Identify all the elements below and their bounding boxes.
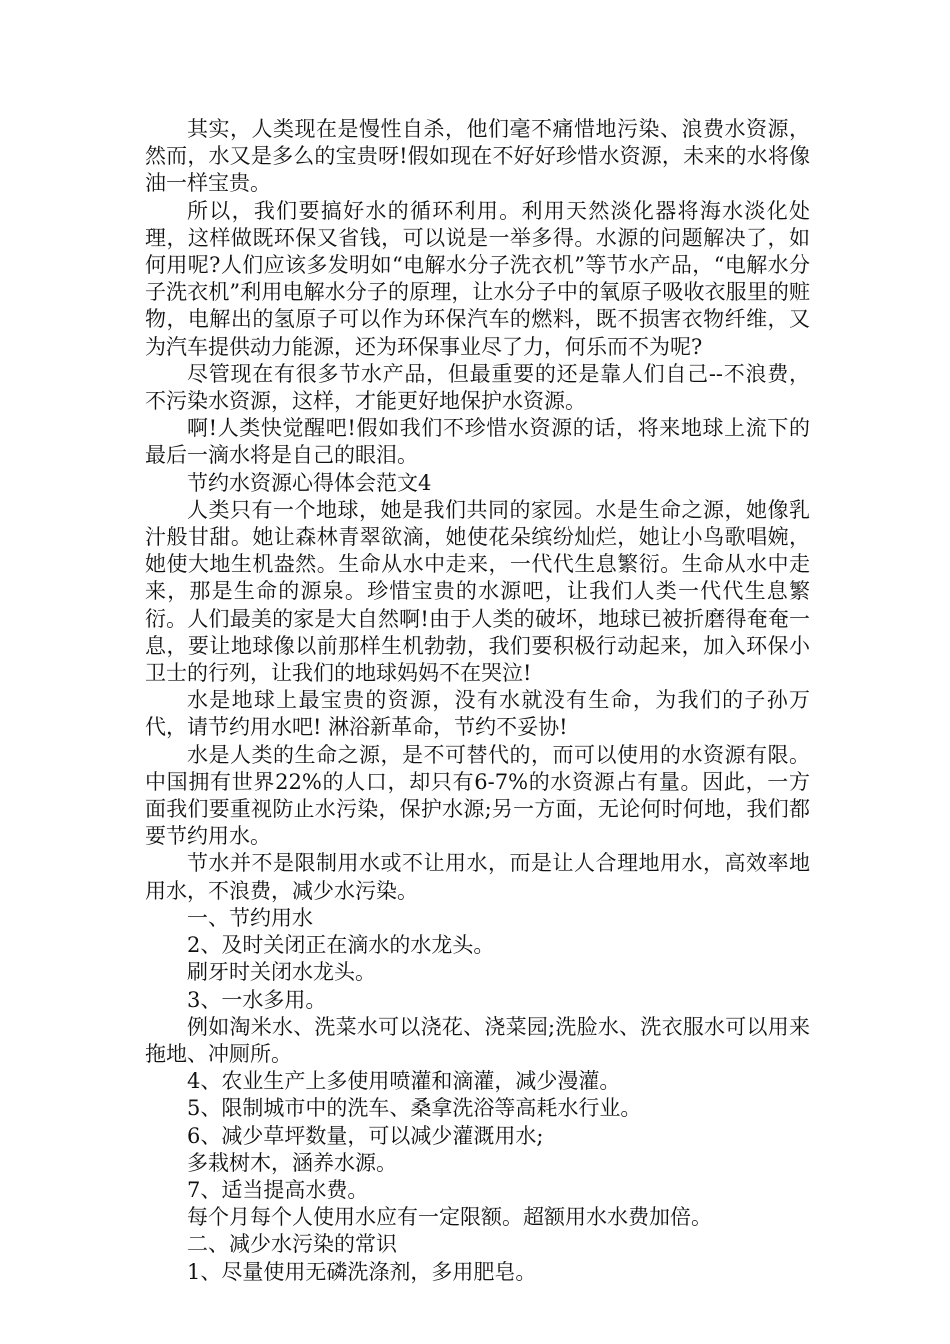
paragraph: 啊!人类快觉醒吧!假如我们不珍惜水资源的话，将来地球上流下的最后一滴水将是自己的眼泪。	[145, 416, 810, 468]
list-item: 3、一水多用。	[187, 987, 327, 1012]
list-item: 5、限制城市中的洗车、桑拿洗浴等高耗水行业。	[187, 1096, 642, 1121]
list-item: 多栽树木，涵养水源。	[187, 1150, 397, 1175]
paragraph: 尽管现在有很多节水产品，但最重要的还是靠人们自己--不浪费，不污染水资源，这样，才能更好地保护水资源。	[145, 361, 810, 414]
list-heading: 一、节约用水	[187, 905, 313, 930]
paragraph: 人类只有一个地球，她是我们共同的家园。水是生命之源，她像乳汁般甘甜。她让森林青翠欲滴，她使花朵缤纷灿烂，她让小鸟歌唱婉，她使大地生机盎然。生命从水中走来，一代代生息繁衍。生命从水中走来，那是生命的源泉。珍惜宝贵的水源吧，让我们人类一代代生息繁衍。人们最美的家是大自然啊!由于人类的破坏，地球已被折磨得奄奄一息，要让地球像以前那样生机勃勃，我们要积极行动起来，加入环保小卫士的行列，让我们的地球妈妈不在哭泣!	[145, 497, 810, 686]
section-heading: 节约水资源心得体会范文4	[187, 470, 432, 495]
paragraph: 所以，我们要搞好水的循环利用。利用天然淡化器将海水淡化处理，这样做既环保又省钱，可以说是一举多得。水源的问题解决了，如何用呢?人们应该多发明如“电解水分子洗衣机”等节水产品，“电解水分子洗衣机”利用电解水分子的原理，让水分子中的氧原子吸收衣服里的赃物，电解出的氢原子可以作为环保汽车的燃料，既不损害衣物纤维，又为汽车提供动力能源，还为环保事业尽了力，何乐而不为呢?	[145, 198, 810, 359]
list-heading: 二、减少水污染的常识	[187, 1232, 397, 1257]
list-item: 7、适当提高水费。	[187, 1177, 369, 1202]
list-item: 每个月每个人使用水应有一定限额。超额用水水费加倍。	[187, 1205, 712, 1230]
list-item: 例如淘米水、洗菜水可以浇花、浇菜园;洗脸水、洗衣服水可以用来拖地、冲厕所。	[145, 1014, 810, 1066]
list-item: 1、尽量使用无磷洗涤剂，多用肥皂。	[187, 1259, 537, 1284]
paragraph: 其实，人类现在是慢性自杀，他们毫不痛惜地污染、浪费水资源，然而，水又是多么的宝贵呀!假如现在不好好珍惜水资源，未来的水将像油一样宝贵。	[145, 117, 810, 196]
list-item: 2、及时关闭正在滴水的水龙头。	[187, 933, 495, 958]
document-body	[145, 116, 810, 1286]
paragraph: 水是人类的生命之源，是不可替代的，而可以使用的水资源有限。中国拥有世界22%的人口，却只有6-7%的水资源占有量。因此，一方面我们要重视防止水污染，保护水源;另一方面，无论何时何地，我们都要节约用水。	[145, 742, 810, 849]
list-item: 4、农业生产上多使用喷灌和滴灌，减少漫灌。	[187, 1069, 621, 1094]
paragraph: 水是地球上最宝贵的资源，没有水就没有生命，为我们的子孙万代，请节约用水吧! 淋浴新革命，节约不妥协!	[145, 688, 810, 740]
paragraph: 节水并不是限制用水或不让用水，而是让人合理地用水，高效率地用水，不浪费，减少水污染。	[145, 851, 810, 903]
list-item: 刷牙时关闭水龙头。	[187, 960, 376, 985]
list-item: 6、减少草坪数量，可以减少灌溉用水;	[187, 1123, 544, 1148]
